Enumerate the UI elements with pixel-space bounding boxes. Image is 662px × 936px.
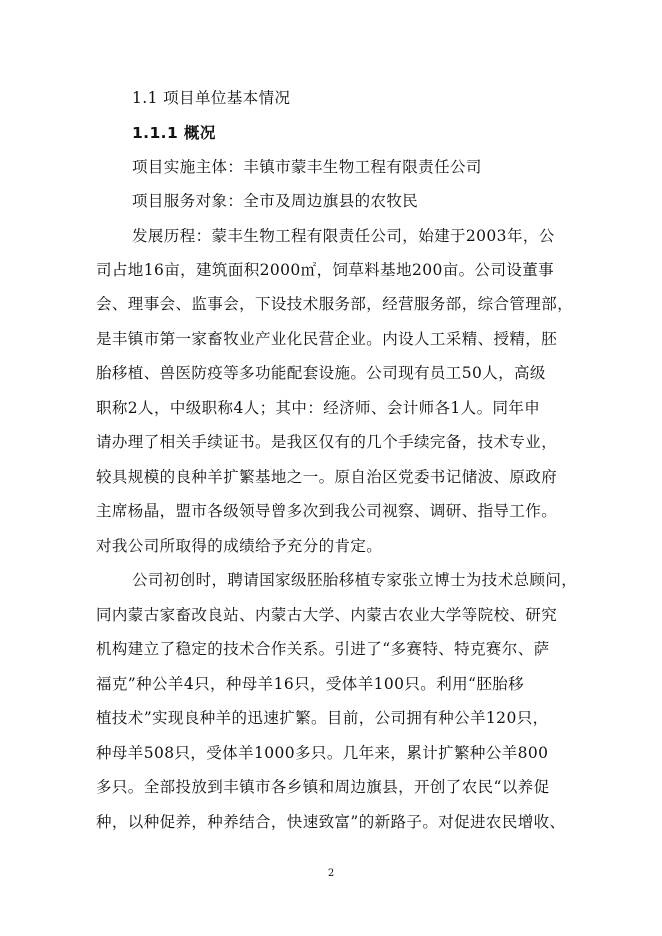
paragraph-line: 项目实施主体：丰镇市蒙丰生物工程有限责任公司	[132, 158, 482, 176]
paragraph-line: 司占地16亩，建筑面积2000㎡，饲草料基地200亩。公司设董事	[96, 261, 555, 279]
paragraph-line: 会、理事会、监事会，下设技术服务部，经营服务部，综合管理部，	[96, 295, 574, 313]
paragraph-line: 请办理了相关手续证书。是我区仅有的几个手续完备，技术专业，	[96, 433, 558, 451]
subsection-heading: 1.1.1 概况	[132, 124, 216, 142]
paragraph-line: 对我公司所取得的成绩给予充分的肯定。	[96, 537, 383, 555]
page-number: 2	[327, 868, 335, 879]
paragraph-line: 发展历程：蒙丰生物工程有限责任公司，始建于2003年，公	[132, 227, 555, 245]
paragraph-line: 胎移植、兽医防疫等多功能配套设施。公司现有员工50人，高级	[96, 364, 546, 382]
paragraph-line: 项目服务对象：全市及周边旗县的农牧民	[132, 192, 419, 210]
paragraph-line: 多只。全部投放到丰镇市各乡镇和周边旗县，开创了农民“以养促	[96, 778, 550, 796]
paragraph-line: 同内蒙古家畜改良站、内蒙古大学、内蒙古农业大学等院校、研究	[96, 606, 558, 624]
paragraph-line: 福克”种公羊4只，种母羊16只，受体羊100只。利用“胚胎移	[96, 675, 525, 693]
paragraph-line: 公司初创时，聘请国家级胚胎移植专家张立博士为技术总顾问，	[132, 571, 578, 589]
paragraph-line: 机构建立了稳定的技术合作关系。引进了“多赛特、特克赛尔、萨	[96, 640, 550, 658]
paragraph-line: 职称2人，中级职称4人；其中：经济师、会计师各1人。同年申	[96, 399, 541, 417]
paragraph-line: 主席杨晶，盟市各级领导曾多次到我公司视察、调研、指导工作。	[96, 502, 558, 520]
paragraph-line: 是丰镇市第一家畜牧业产业化民营企业。内设人工采精、授精，胚	[96, 330, 558, 348]
section-heading: 1.1 项目单位基本情况	[132, 89, 291, 107]
paragraph-line: 种，以种促养，种养结合，快速致富”的新路子。对促进农民增收、	[96, 813, 566, 831]
paragraph-line: 植技术”实现良种羊的迅速扩繁。目前，公司拥有种公羊120只，	[96, 709, 549, 727]
paragraph-line: 种母羊508只，受体羊1000多只。几年来，累计扩繁种公羊800	[96, 744, 549, 762]
paragraph-line: 较具规模的良种羊扩繁基地之一。原自治区党委书记储波、原政府	[96, 468, 558, 486]
